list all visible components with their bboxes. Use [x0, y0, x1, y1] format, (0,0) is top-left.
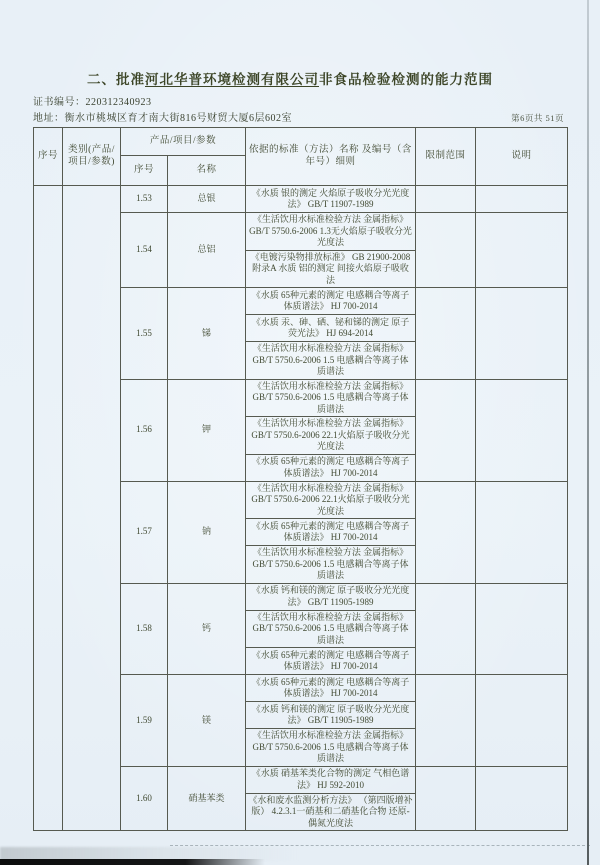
scan-edge-shadow-bottom — [0, 859, 265, 865]
row-name-cell: 锑 — [168, 288, 246, 380]
standard-cell: 《生活饮用水标准检验方法 金属指标》GB/T 5750.6-2006 1.5 电感耦合等离子体质谱法 — [246, 379, 416, 417]
body-no-column — [34, 186, 63, 831]
standard-cell: 《生活饮用水标准检验方法 金属指标》GB/T 5750.6-2006 22.1火焰原子吸收分光光度法 — [246, 417, 416, 455]
note-cell — [476, 766, 568, 831]
note-cell — [476, 379, 568, 481]
row-name-cell: 总银 — [168, 186, 246, 213]
page-indicator: 第6页共 51页 — [511, 113, 564, 123]
standard-cell: 《水质 汞、砷、硒、铋和锑的测定 原子荧光法》 HJ 694-2014 — [246, 315, 416, 342]
note-cell — [476, 186, 568, 213]
standard-cell: 《水质 硝基苯类化合物的测定 气相色谱法》 HJ 592-2010 — [246, 766, 416, 793]
scan-edge-line-right — [587, 0, 589, 865]
standard-cell: 《生活饮用水标准检验方法 金属指标》GB/T 5750.6-2006 1.5 电感耦合等离子体质谱法 — [246, 610, 416, 648]
header-product-group: 产品/项目/参数 — [121, 128, 246, 156]
standard-cell: 《生活饮用水标准检验方法 金属指标》GB/T 5750.6-2006 1.5 电感耦合等离子体质谱法 — [246, 546, 416, 584]
header-sub-name: 名称 — [168, 156, 246, 186]
standard-cell: 《电镀污染物排放标准》 GB 21900-2008 附录A 水质 铝的测定 间接火焰原子吸收法 — [246, 250, 416, 288]
address-label: 地址： — [33, 113, 65, 124]
table-row — [34, 186, 568, 213]
standard-cell: 《生活饮用水标准检验方法 金属指标》GB/T 5750.6-2006 22.1火焰原子吸收分光光度法 — [246, 481, 416, 519]
row-name-cell: 硝基苯类 — [168, 766, 246, 831]
certificate-number: 220312340923 — [85, 97, 152, 108]
row-no-cell: 1.54 — [121, 213, 168, 288]
standard-cell: 《水质 银的测定 火焰原子吸收分光光度法》 GB/T 11907-1989 — [246, 186, 416, 213]
limit-cell — [416, 288, 476, 380]
scan-perforation-line — [170, 845, 590, 846]
header-no: 序号 — [34, 128, 63, 186]
certificate-label: 证书编号： — [33, 97, 86, 108]
row-name-cell: 钾 — [168, 379, 246, 481]
address-value: 衡水市桃城区育才南大街816号财贸大厦6层602室 — [64, 113, 292, 124]
header-limit: 限制范围 — [416, 128, 476, 186]
note-cell — [476, 213, 568, 288]
limit-cell — [416, 379, 476, 481]
address-line — [33, 109, 292, 124]
standard-cell: 《生活饮用水标准检验方法 金属指标》GB/T 5750.6-2006 1.5 电感耦合等离子体质谱法 — [246, 729, 416, 767]
standard-cell: 《水质 65种元素的测定 电感耦合等离子体质谱法》 HJ 700-2014 — [246, 519, 416, 546]
row-name-cell: 总铝 — [168, 213, 246, 288]
limit-cell — [416, 213, 476, 288]
standard-cell: 《生活饮用水标准检验方法 金属指标》GB/T 5750.6-2006 1.3无火焰原子吸收分光光度法 — [246, 213, 416, 251]
standard-cell: 《水质 钙和镁的测定 原子吸收分光光度法》 GB/T 11905-1989 — [246, 702, 416, 729]
row-no-cell: 1.53 — [121, 186, 168, 213]
row-no-cell: 1.55 — [121, 288, 168, 380]
row-no-cell: 1.58 — [121, 583, 168, 675]
body-category-column — [63, 186, 121, 831]
standard-cell: 《水质 65种元素的测定 电感耦合等离子体质谱法》 HJ 700-2014 — [246, 288, 416, 315]
standard-cell: 《生活饮用水标准检验方法 金属指标》GB/T 5750.6-2006 1.5 电感耦合等离子体质谱法 — [246, 342, 416, 380]
standard-cell: 《水质 钙和镁的测定 原子吸收分光光度法》 GB/T 11905-1989 — [246, 583, 416, 610]
row-name-cell: 钠 — [168, 481, 246, 583]
note-cell — [476, 481, 568, 583]
header-standard: 依据的标准（方法）名称 及编号（含年号）细则 — [246, 128, 416, 186]
row-no-cell: 1.59 — [121, 675, 168, 767]
note-cell — [476, 288, 568, 380]
title-prefix: 二、批准 — [87, 72, 145, 87]
standard-cell: 《水质 65种元素的测定 电感耦合等离子体质谱法》 HJ 700-2014 — [246, 648, 416, 675]
row-no-cell: 1.57 — [121, 481, 168, 583]
standard-cell: 《水质 65种元素的测定 电感耦合等离子体质谱法》 HJ 700-2014 — [246, 454, 416, 481]
row-no-cell: 1.56 — [121, 379, 168, 481]
header-category: 类别(产品/项目/参数) — [63, 128, 121, 186]
certificate-line — [33, 93, 152, 108]
row-no-cell: 1.60 — [121, 766, 168, 831]
note-cell — [476, 583, 568, 675]
standard-cell: 《水和废水监测分析方法》 （第四版增补版） 4.2.3.1一硝基和二硝基化合物 还原-偶氮光度法 — [246, 793, 416, 831]
limit-cell — [416, 186, 476, 213]
limit-cell — [416, 675, 476, 767]
limit-cell — [416, 766, 476, 831]
limit-cell — [416, 481, 476, 583]
header-sub-no: 序号 — [121, 156, 168, 186]
title-company-name: 河北华普环境检测有限公司 — [145, 72, 319, 87]
title-suffix: 非食品检验检测的能力范围 — [319, 72, 493, 87]
row-name-cell: 钙 — [168, 583, 246, 675]
note-cell — [476, 675, 568, 767]
capability-table — [33, 127, 568, 831]
header-note: 说明 — [476, 128, 568, 186]
row-name-cell: 镁 — [168, 675, 246, 767]
page-title — [0, 68, 580, 88]
limit-cell — [416, 583, 476, 675]
standard-cell: 《水质 65种元素的测定 电感耦合等离子体质谱法》 HJ 700-2014 — [246, 675, 416, 702]
